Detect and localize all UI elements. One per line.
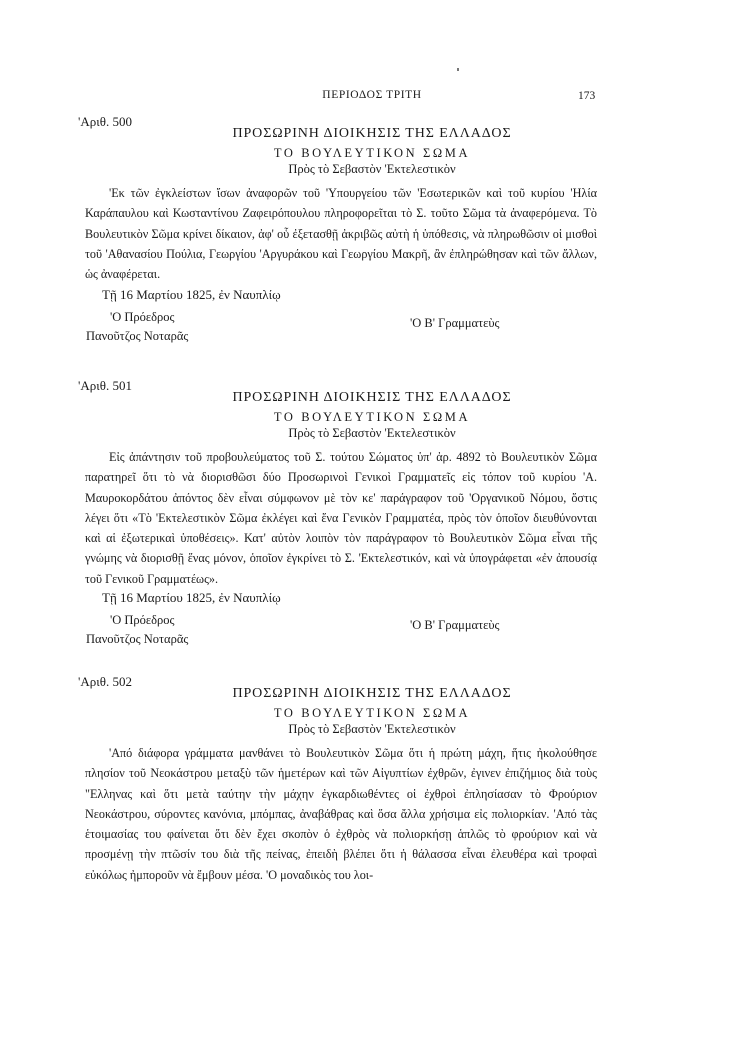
entry-subtitle: ΤΟ ΒΟΥΛΕΥΤΙΚΟΝ ΣΩΜΑ: [273, 410, 471, 424]
entry-addressee: Πρὸς τὸ Σεβαστὸν 'Εκτελεστικὸν: [288, 426, 456, 440]
entry-addressee: Πρὸς τὸ Σεβαστὸν 'Εκτελεστικὸν: [288, 162, 456, 176]
entry-number: 'Αριθ. 501: [78, 378, 132, 393]
entry-title: ΠΡΟΣΩΡΙΝΗ ΔΙΟΙΚΗΣΙΣ ΤΗΣ ΕΛΛΑΔΟΣ: [232, 686, 512, 701]
entry-number: 'Αριθ. 502: [78, 674, 132, 689]
entry-body: Εἰς ἀπάντησιν τοῦ προβουλεύματος τοῦ Σ. τούτου Σώματος ὑπ' ἀρ. 4892 τὸ Βουλευτικὸν Σῶμα παρατηρεῖ ὅτι τὸ νὰ διορισθῶσι δύο Προσωρινοὶ Γενικοὶ Γραμματεῖς εἰς τόπον τοῦ κυρίου 'Α. Μαυροκορδάτου ἀπόντος δὲν εἶναι σύμφωνον μὲ τὸν κε' παράγραφον τοῦ 'Οργανικοῦ Νόμου, ὅστις λέγει ὅτι «Τὸ 'Εκτελεστικὸν Σῶμα ἐκλέγει καὶ ἕνα Γενικὸν Γραμματέα, πρὸς τὸν ὁποῖον διευθύνονται καὶ αἱ ἐξωτερικαὶ ὑποθέσεις». Κατ' αὐτὸν λοιπὸν τὸν παράγραφον τὸ Βουλευτικὸν Σῶμα εἶναι τῆς γνώμης νὰ διορισθῇ ἕνας μόνον, ὁποῖον ἐγκρίνει τὸ Σ. 'Εκτελεστικόν, καὶ νὰ ὑπογράφεται «ἐν ἀπουσίᾳ τοῦ Γενικοῦ Γραμματέως».: [85, 450, 597, 586]
entry-subtitle: ΤΟ ΒΟΥΛΕΥΤΙΚΟΝ ΣΩΜΑ: [273, 706, 471, 720]
secretary-label: 'Ο Β' Γραμματεὺς: [410, 618, 500, 632]
entry-addressee: Πρὸς τὸ Σεβαστὸν 'Εκτελεστικὸν: [288, 722, 456, 736]
entry-subtitle: ΤΟ ΒΟΥΛΕΥΤΙΚΟΝ ΣΩΜΑ: [273, 146, 471, 160]
date-line: Τῇ 16 Μαρτίου 1825, ἐν Ναυπλίῳ: [102, 590, 281, 605]
secretary-label: 'Ο Β' Γραμματεὺς: [410, 316, 500, 330]
entry-title: ΠΡΟΣΩΡΙΝΗ ΔΙΟΙΚΗΣΙΣ ΤΗΣ ΕΛΛΑΔΟΣ: [232, 390, 512, 405]
president-label: 'Ο Πρόεδρος: [110, 613, 175, 627]
entry-title: ΠΡΟΣΩΡΙΝΗ ΔΙΟΙΚΗΣΙΣ ΤΗΣ ΕΛΛΑΔΟΣ: [232, 126, 512, 141]
entry-body: 'Από διάφορα γράμματα μανθάνει τὸ Βουλευτικὸν Σῶμα ὅτι ἡ πρώτη μάχη, ἥτις ἠκολούθησε πλησίον τοῦ Νεοκάστρου μεταξὺ τῶν ἡμετέρων καὶ τῶν Αἰγυπτίων ἐχθρῶν, ἐγινεν ἐπιζήμιος διὰ τοὺς "Ελληνας καὶ ὅτι μετὰ ταύτην τὴν μάχην ἐγκαρδιωθέντες οἱ ἐχθροὶ ἐπλησίασαν τὸ Φρούριον Νεοκάστρου, σύροντες κανόνια, μπόμπας, ἀναβάθρας καὶ ὅσα ἄλλα χρήσιμα εἰς πολιορκίαν. 'Από τὰς ἑτοιμασίας του φαίνεται ὅτι δὲν ἔχει σκοπὸν ὁ ἐχθρὸς νὰ πολιορκήσῃ ἁπλῶς τὸ φρούριον καὶ νὰ προσμένῃ τὴν πτῶσίν του διὰ τῆς πείνας, ἐπειδὴ βλέπει ὅτι ἡ θάλασσα εἶναι ἐλευθέρα καὶ τροφαὶ εὐκόλως ἠμποροῦν νὰ ἔμβουν μέσα. 'Ο μοναδικὸς του λοι-: [85, 746, 597, 882]
scan-speck: [457, 68, 459, 71]
entry-body: 'Εκ τῶν ἐγκλείστων ἴσων ἀναφορῶν τοῦ 'Υπουργείου τῶν 'Εσωτερικῶν καὶ τοῦ κυρίου 'Ηλία Καράπαυλου καὶ Κωσταντίνου Ζαφειρόπουλου πληροφορεῖται τὸ Σ. τοῦτο Σῶμα τὰ ἀναφερόμενα. Τὸ Βουλευτικὸν Σῶμα κρίνει δίκαιον, ἀφ' οὗ ἐξετασθῇ ἀκριβῶς αὐτὴ ἡ ὑπόθεσις, νὰ πληρωθῶσιν οἱ μισθοὶ τοῦ 'Αθανασίου Πούλια, Γεωργίου 'Αργυράκου καὶ Γεωργίου Μακρῆ, ἂν ἐπληρώθησαν καὶ τῶν ἄλλων, ὡς ἀναφέρεται.: [85, 186, 597, 282]
president-name: Πανοῦτζος Νοταρᾶς: [86, 329, 189, 343]
president-name: Πανοῦτζος Νοταρᾶς: [86, 632, 189, 646]
page-number: 173: [578, 90, 596, 102]
president-label: 'Ο Πρόεδρος: [110, 310, 175, 324]
date-line: Τῇ 16 Μαρτίου 1825, ἐν Ναυπλίῳ: [102, 287, 281, 302]
entry-number: 'Αριθ. 500: [78, 114, 132, 129]
running-title: ΠΕΡΙΟΔΟΣ ΤΡΙΤΗ: [322, 89, 422, 101]
